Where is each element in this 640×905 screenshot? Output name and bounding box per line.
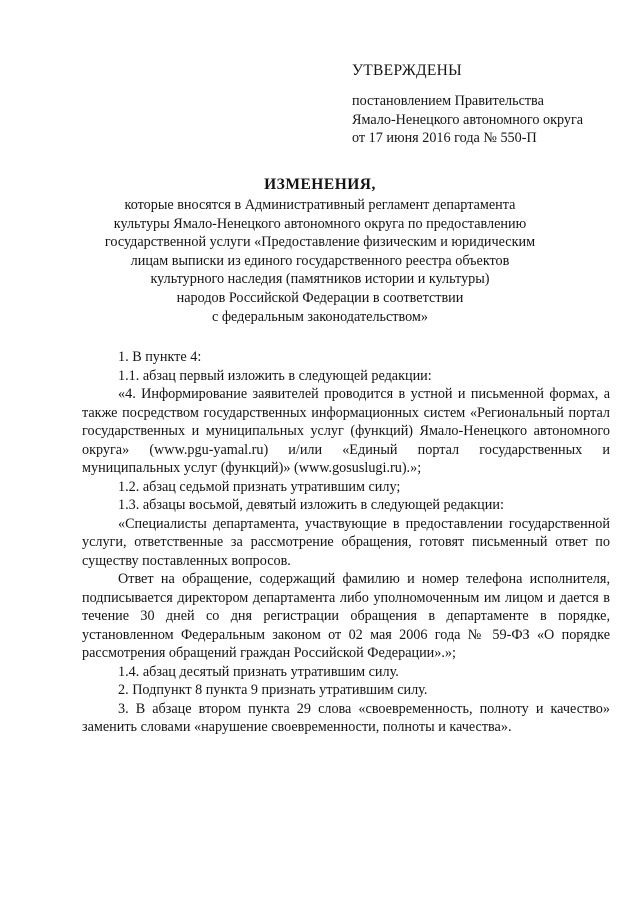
approval-decree	[352, 92, 583, 148]
paragraph-1: 1. В пункте 4:	[118, 349, 202, 365]
paragraph-1-3-quote-b: Ответ на обращение, содержащий фамилию и номер телефона исполнителя, подписывается директором департамента либо уполномоченным им лицом и дается в течение 30 дней со дня регистрации обращения в департаменте в порядке, установленном Федеральным законом от 02 мая 2006 года № 59-ФЗ «О порядке рассмотрения обращений граждан Российской Федерации».»;	[82, 571, 610, 661]
subtitle-line: народов Российской Федерации в соответствии	[176, 289, 464, 306]
approval-title: УТВЕРЖДЕНЫ	[352, 62, 462, 79]
decree-line: Ямало-Ненецкого автономного округа	[352, 111, 584, 128]
paragraph-1-2: 1.2. абзац седьмой признать утратившим силу;	[118, 478, 401, 495]
subtitle-line: которые вносятся в Административный регламент департамента	[124, 197, 516, 213]
paragraph-3: 3. В абзаце втором пункта 29 слова «своевременность, полноту и качество» заменить словами «нарушение своевременности, полноты и качества».	[82, 700, 610, 735]
subtitle-line: с федеральным законодательством»	[211, 308, 428, 325]
subtitle-line: культурного наследия (памятников истории и культуры)	[150, 271, 490, 288]
paragraph-1-4: 1.4. абзац десятый признать утратившим силу.	[118, 663, 399, 680]
paragraph-2: 2. Подпункт 8 пункта 9 признать утратившим силу.	[118, 682, 428, 698]
subtitle-line: культуры Ямало-Ненецкого автономного округа по предоставлению	[113, 215, 527, 232]
decree-line: постановлением Правительства	[352, 93, 544, 109]
subtitle-line: лицам выписки из единого государственного реестра объектов	[130, 252, 510, 269]
document-heading: ИЗМЕНЕНИЯ,	[264, 176, 376, 193]
paragraph-1-3-quote-a: «Специалисты департамента, участвующие в предоставлении государственной услуги, ответственные за рассмотрение обращения, готовят письменный ответ по существу поставленных вопросов.	[82, 515, 610, 569]
paragraph-1-3: 1.3. абзацы восьмой, девятый изложить в следующей редакции:	[118, 497, 504, 513]
paragraph-1-1: 1.1. абзац первый изложить в следующей редакции:	[118, 367, 432, 384]
document-subtitle	[0, 196, 640, 326]
subtitle-line: государственной услуги «Предоставление физическим и юридическим	[104, 234, 536, 251]
document-title-block	[0, 176, 640, 326]
document-body	[82, 348, 610, 737]
paragraph-1-1-quote: «4. Информирование заявителей проводится в устной и письменной формах, а также посредством государственных информационных систем «Региональный портал государственных и муниципальных услуг (функций) Ямало-Ненецкого автономного округа» (www.pgu-yamal.ru) и/или «Единый портал государственных и муниципальных услуг (функций)» (www.gosuslugi.ru).»;	[82, 386, 610, 476]
decree-line: от 17 июня 2016 года № 550-П	[352, 130, 537, 146]
